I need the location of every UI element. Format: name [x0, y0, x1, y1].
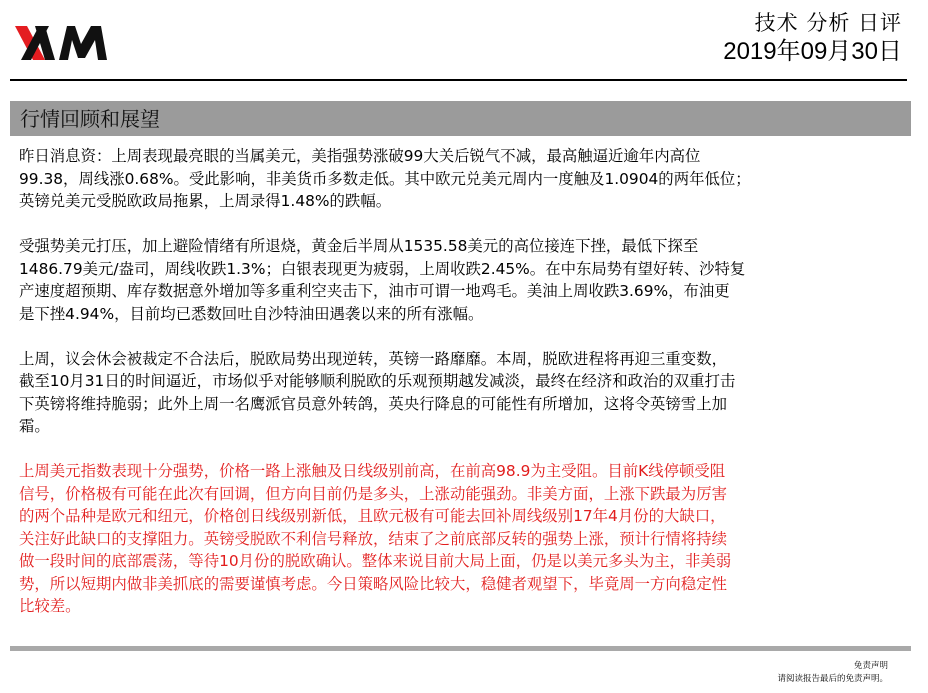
section-header-bar [10, 101, 911, 136]
paragraph-technical-strategy: 上周美元指数表现十分强势，价格一路上涨触及日线级别前高，在前高98.9为主受阻。目前K线停顿受阻 信号，价格极有可能在此次有回调，但方向目前仍是多头，上涨动能强劲。非美方面，上涨下跌最为厉害 的两个品种是欧元和纽元，价格创日线级别新低，且欧元极有可能去回补周线级别17年4月份的大缺口， 关注好此缺口的支撑阻力。英镑受脱欧不利信号释放，结束了之前底部反转的强势上涨，预计行情将持续 做一段时间的底部震荡，等待10月份的脱欧确认。整体来说目前大局上面，仍是以美元多头为主，非美弱 势，所以短期内做非美抓底的需要谨慎考虑。今日策略风险比较大，稳健者观望下，毕竟周一方向稳定性 比较差。 [19, 462, 732, 615]
footer-divider [10, 646, 911, 651]
report-date: 2019年09月30日 [723, 38, 902, 65]
header-divider [10, 79, 907, 81]
section-title: 行情回顾和展望 [20, 107, 160, 131]
paragraph-brexit: 上周，议会休会被裁定不合法后，脱欧局势出现逆转，英镑一路靡靡。本周，脱欧进程将再迎三重变数， 截至10月31日的时间逼近，市场似乎对能够顺利脱欧的乐观预期越发减淡，最终在经济和政治的双重打击 下英镑将维持脆弱；此外上周一名鹰派官员意外转鸽，英央行降息的可能性有所增加，这将令英镑雪上加 霜。 [19, 349, 736, 435]
paragraph-market-recap: 昨日消息资：上周表现最亮眼的当属美元，美指强势涨破99大关后锐气不减，最高触逼近逾年内高位 99.38，周线涨0.68%。受此影响，非美货币多数走低。其中欧元兑美元周内一度触及1.0904的两年低位； 英镑兑美元受脱欧政局拖累，上周录得1.48%的跌幅。 [19, 147, 751, 210]
disclaimer-text: 请阅读报告最后的免责声明。 [777, 674, 888, 684]
disclaimer-title: 免责声明 [853, 661, 888, 671]
paragraph-gold-oil: 受强势美元打压，加上避险情绪有所退烧，黄金后半周从1535.58美元的高位接连下挫，最低下探至 1486.79美元/盎司，周线收跌1.3%；白银表现更为疲弱，上周收跌2.45%。在中东局势有望好转、沙特复 产速度超预期、库存数据意外增加等多重利空夹击下，油市可谓一地鸡毛。美油上周收跌3.69%，布油更 是下挫4.94%，目前均已悉数回吐自沙特油田遇袭以来的所有涨幅。 [19, 237, 746, 323]
report-body [19, 145, 899, 640]
xm-logo [11, 20, 115, 66]
disclaimer-note [777, 660, 888, 686]
report-type-title: 技术 分析 日评 [754, 11, 902, 35]
